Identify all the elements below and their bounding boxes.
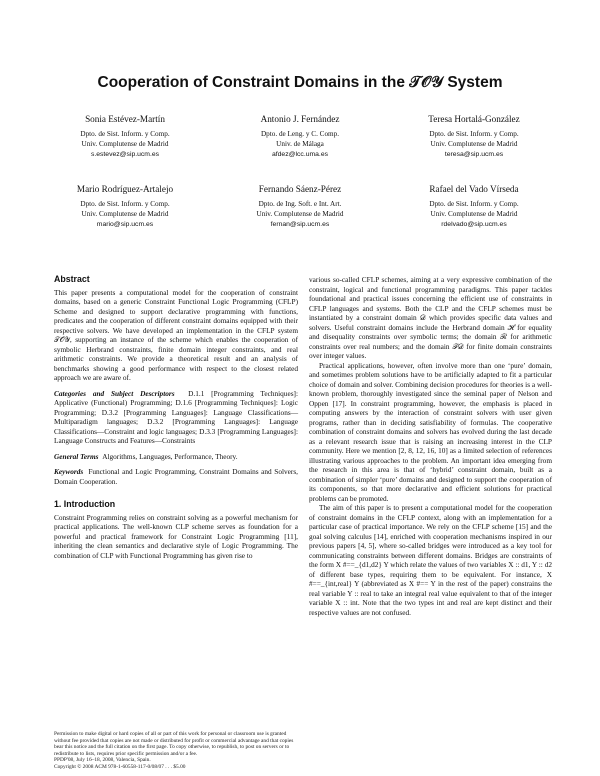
author-dept: Dpto. de Sist. Inform. y Comp. [80, 129, 170, 138]
author-email[interactable]: fernan@sip.ucm.es [270, 220, 330, 228]
general-terms-paragraph [54, 452, 298, 462]
permission-notice [54, 731, 298, 771]
categories-text: D.1.1 [Programming Techniques]: Applicative (Functional) Programming; D.1.6 [Programming Techniques]: Logic Programming; D.3.2 [Programming Languages]: Language Classifications—Multiparadigm languages; D.3.2 [Programming Languages]: Language Classifications—Constraint and logic languages; D.3.3 [Programming Languages]: Language Constructs and Features—Constraints [54, 388, 298, 445]
author-email[interactable]: teresa@sip.ucm.es [444, 150, 504, 158]
author-inst: Univ. Complutense de Madrid [430, 140, 518, 148]
introduction-text: Constraint Programming relies on constraint solving as a powerful mechanism for practical applications. The well-known CLP scheme serves as foundation for a powerful and practical framework for Constraint Logic Programming [11], inheriting the clean semantics and declarative style of Logic Programming. The combination of CLP with Functional Programming has given rise to [54, 512, 298, 560]
author-block [210, 114, 390, 160]
body-paragraph: The aim of this paper is to present a computational model for the cooperation of constraint domains in the CFLP context, along with an implementation for a particular case of practical importance. We rely on the CFLP scheme [15] and the goal solving calculus [14], enriched with cooperation mechanisms inspired in our previous papers [4, 5], where so-called bridges were introduced as a key tool for communicating constraints between different domains. Bridges are constraints of the form X #==_{d1,d2} Y which relate the values of two variables X :: d1, Y :: d2 of different base types, requiring them to be equivalent. For instance, X #==_{int,real} Y (abbreviated as X #== Y in the rest of the paper) constrains the real variable Y :: real to take an integral real value equivalent to that of the integer variable X :: int. Note that the two types int and real are kept distinct and their respective values are not confused. [309, 503, 552, 617]
copyright-line: Copyright © 2008 ACM 978-1-60558-117-0/08/07 . . . $5.00 [54, 763, 186, 770]
author-name: Antonio J. Fernández [260, 114, 340, 124]
author-name: Teresa Hortalá-González [428, 114, 520, 124]
venue-line: PPDP'08, July 16–18, 2008, Valencia, Spain. [54, 757, 151, 764]
abstract-heading: Abstract [54, 274, 90, 284]
author-block [384, 114, 564, 160]
author-inst: Univ. Complutense de Madrid [81, 140, 169, 148]
right-column [309, 275, 552, 617]
author-inst: Univ. Complutense de Madrid [81, 210, 169, 218]
author-name: Mario Rodríguez-Artalejo [76, 184, 174, 194]
author-block [35, 184, 215, 230]
general-terms-text: Algorithms, Languages, Performance, Theory. [102, 451, 238, 461]
author-dept: Dpto. de Sist. Inform. y Comp. [80, 199, 170, 208]
author-name: Fernando Sáenz-Pérez [258, 184, 342, 194]
general-terms-heading: General Terms [54, 451, 99, 461]
author-email[interactable]: s.estevez@sip.ucm.es [90, 150, 160, 158]
categories-heading: Categories and Subject Descriptors [54, 388, 175, 398]
author-dept: Dpto. de Sist. Inform. y Comp. [429, 199, 519, 208]
permission-text: Permission to make digital or hard copies of all or part of this work for personal or classroom use is granted without fee provided that copies are not made or distributed for profit or commercial advantage and that copies bear this notice and the full citation on the first page. To copy otherwise, to republish, to post on servers or to redistribute to lists, requires prior specific permission and/or a fee. [54, 731, 294, 757]
paper-title: Cooperation of Constraint Domains in the 𝒯𝒪𝒴 System [97, 74, 503, 91]
introduction-heading: 1. Introduction [54, 499, 116, 509]
keywords-text: Functional and Logic Programming, Constraint Domains and Solvers, Domain Cooperation. [54, 467, 298, 486]
categories-paragraph [54, 389, 298, 446]
author-email[interactable]: mario@sip.ucm.es [96, 220, 154, 228]
author-email[interactable]: afdez@lcc.uma.es [271, 150, 328, 158]
abstract-text: This paper presents a computational model for the cooperation of constraint domains, based on a generic Constraint Functional Logic Programming (CFLP) Scheme and designed to support declarative programming with functions, predicates and the cooperation of different constraint domains equipped with their respective solvers. We have developed an implementation in the CFLP system 𝒯𝒪𝒴, supporting an instance of the scheme which enables the cooperation of symbolic Herbrand constraints, finite domain integer constraints, and real arithmetic constraints. We provide a theoretical result and an analysis of benchmarks showing a good performance with respect to the closest related approach we are aware of. [54, 287, 298, 382]
body-paragraph: various so-called CFLP schemes, aiming at a very expressive combination of the constraint, logical and functional programming paradigms. This paper tackles foundational and practical issues concerning the efficient use of constraints in CFLP languages and systems. Both the CLP and the CFLP schemes must be instantiated by a constraint domain 𝒟 which provides specific data values and solvers. Useful constraint domains include the Herbrand domain ℋ for equality and disequality constraints over symbolic terms; the domain ℛ for arithmetic constraints over real numbers; and the domain ℱ𝒟 for finite domain constraints over integer values. [309, 275, 552, 360]
author-block [35, 114, 215, 160]
author-inst: Univ. Complutense de Madrid [430, 210, 518, 218]
body-paragraph: Practical applications, however, often involve more than one ‘pure’ domain, and sometimes problem solutions have to be artificially adapted to fit a particular choice of domain and solver. Combining decision procedures for theories is a well-known problem, thoroughly investigated since the seminal paper of Nelson and Oppen [17]. In constraint programming, however, the emphasis is placed in computing answers by the interaction of constraint solvers with user given programs, rather than in deciding satisfiability of formulas. The cooperative combination of constraint domains and solvers has evolved during the last decade as a relevant research issue that is raising an increasing interest in the CLP community. Here we mention [2, 8, 12, 16, 10] as a limited selection of references illustrating various approaches to the problem. An important idea emerging from the research in this area is that of ‘hybrid’ constraint domain, built as a combination of simpler ‘pure’ domains and designed to support the cooperation of its components, so that more declarative and efficient solutions for practical problems can be promoted. [309, 360, 552, 503]
left-column [54, 275, 298, 560]
author-block [210, 184, 390, 230]
author-name: Rafael del Vado Vírseda [429, 184, 519, 194]
author-dept: Dpto. de Sist. Inform. y Comp. [429, 129, 519, 138]
author-inst: Univ. de Málaga [276, 140, 324, 148]
author-dept: Dpto. de Leng. y C. Comp. [260, 129, 340, 138]
keywords-heading: Keywords [54, 467, 84, 476]
author-block [384, 184, 564, 230]
author-name: Sonia Estévez-Martín [85, 114, 165, 124]
author-inst: Univ. Complutense de Madrid [256, 210, 344, 218]
author-dept: Dpto. de Ing. Soft. e Int. Art. [258, 199, 342, 208]
author-email[interactable]: rdelvado@sip.ucm.es [441, 220, 507, 228]
keywords-paragraph [54, 467, 298, 486]
